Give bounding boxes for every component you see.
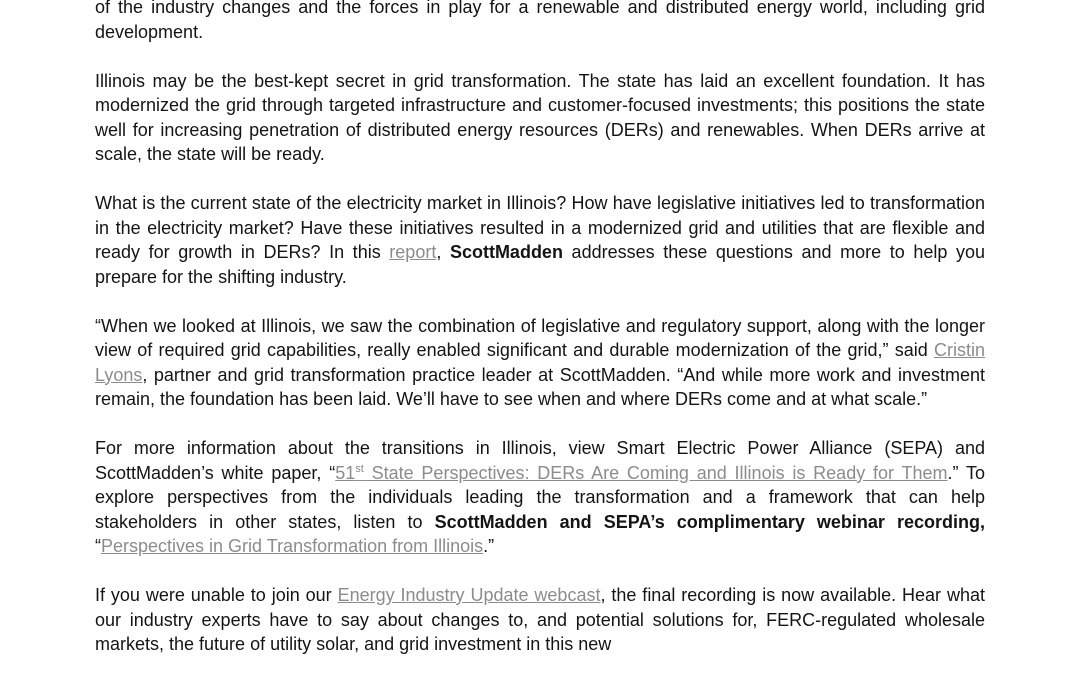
link-text[interactable]: 51	[335, 462, 356, 483]
white-paper-link[interactable]	[335, 463, 947, 483]
paragraph-1	[95, 0, 985, 44]
paragraph-6	[95, 583, 985, 657]
text-run: What is the current state of the electricity market in Illinois? How have legislative initiatives led to transformation in the electricity market? Have these initiatives resulted in a modernized grid and utilities that are flexible and ready for growth in DERs? In this	[95, 193, 985, 262]
webcast-link[interactable]	[338, 585, 601, 605]
bold-text-run: ScottMadden and SEPA’s complimentary webinar recording,	[434, 511, 985, 532]
paragraph-4	[95, 314, 985, 412]
text-run: “	[95, 536, 101, 556]
document-page	[95, 0, 985, 657]
bold-text-run: ScottMadden	[449, 242, 563, 262]
text-run: Illinois may be the best-kept secret in grid transformation. The state has laid an excellent foundation. It has modernized the grid through targeted infrastructure and customer-focused investments; this positions the state well for increasing penetration of distributed energy resources (DERs) and renewables. When DERs arrive at scale, the state will be ready.	[95, 70, 985, 164]
text-run: , partner and grid transformation practice leader at ScottMadden. “And while more work and investment remain, the foundation has been laid. We’ll have to see when and where DERs come and at what scale.”	[95, 364, 985, 409]
link-text[interactable]: report	[389, 242, 437, 262]
text-run: .”	[483, 536, 495, 556]
text-run: If you were unable to join our	[95, 585, 338, 605]
paragraph-3	[95, 191, 985, 289]
superscript-text[interactable]: st	[355, 462, 364, 475]
text-run: of the industry changes and the forces in play for a renewable and distributed energy world, including grid development.	[95, 0, 985, 42]
link-text[interactable]: Cristin Lyons	[95, 340, 985, 385]
text-run: addresses these questions and more to help you prepare for the shifting industry.	[95, 242, 985, 287]
link-text[interactable]: Perspectives in Grid Transformation from Illinois	[101, 536, 484, 556]
text-run: , the final recording is now available. Hear what our industry experts have to say about changes to, and potential solutions for, FERC-regulated wholesale markets, the future of utility solar, and grid investment in this new	[95, 585, 985, 654]
link-text[interactable]: State Perspectives: DERs Are Coming and Illinois is Ready for Them	[363, 462, 948, 483]
link-text[interactable]: Energy Industry Update webcast	[337, 585, 601, 605]
paragraph-2	[95, 69, 985, 167]
text-run: For more information about the transitions in Illinois, view Smart Electric Power Alliance (SEPA) and ScottMadden’s white paper, “	[95, 438, 985, 483]
text-run: “When we looked at Illinois, we saw the combination of legislative and regulatory support, along with the longer view of required grid capabilities, really enabled significant and durable modernization of the grid,” said	[95, 315, 985, 360]
paragraph-5	[95, 436, 985, 559]
text-run: .” To explore perspectives from the individuals leading the transformation and a framework that can help stakeholders in other states, listen to	[95, 462, 985, 532]
webinar-recording-link[interactable]	[101, 536, 483, 556]
report-link[interactable]	[389, 242, 436, 262]
text-run: ,	[436, 242, 450, 262]
